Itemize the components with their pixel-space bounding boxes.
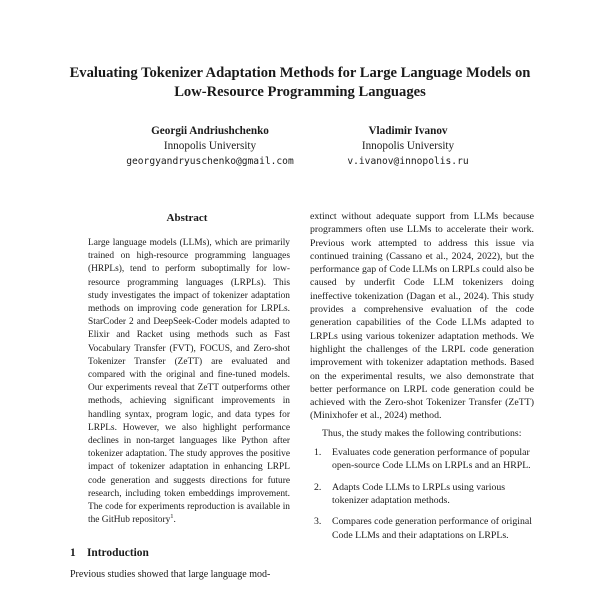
title-line-2: Low-Resource Programming Languages — [174, 84, 426, 100]
author-name: Georgii Andriushchenko — [151, 125, 269, 137]
list-number: 3. — [314, 516, 322, 528]
title-line-1: Evaluating Tokenizer Adaptation Methods for Large Language Models on — [69, 65, 531, 81]
body-paragraph: extinct without adequate support from LLMs because programmers often use LLMs to accelerate their work. Previous work attempted to address this issue via continued training (Cassano et al., 2024, 2022), but the performance gap of Code LLMs on LRPLs could also be caused by underfit Code LLM tokenizers doing ineffective tokenization (Dagan et al., 2024). This study provides a comprehensive evaluation of the code generation capabilities of the Code LLMs adapted to LRPLs using various tokenizer adaptation methods. We highlight the challenges of the LRPL code generation improvement with tokenizer adaptation methods. Based on the experimental results, we also demonstrate that better performance on LRPL code generation could be achieved with the Zero-shot Tokenizer Transfer (ZeTT) (Minixhofer et al., 2024) method. — [310, 211, 534, 422]
section-title: Introduction — [87, 547, 149, 560]
author-email: v.ivanov@innopolis.ru — [347, 156, 469, 167]
abstract-heading: Abstract — [166, 212, 208, 224]
author-block-1 — [110, 124, 310, 169]
body-paragraph: Thus, the study makes the following contributions: — [322, 427, 522, 439]
contributions-list — [310, 446, 534, 542]
author-email: georgyandryuschenko@gmail.com — [126, 156, 294, 167]
intro-first-line: Previous studies showed that large language mod- — [70, 569, 271, 581]
abstract-text: Large language models (LLMs), which are primarily trained on high-resource programming languages (HRPLs), tend to perform suboptimally for low-resource programming languages (LRPLs). This study investigates the impact of tokenizer adaptation methods on improving code generation for LRPLs. StarCoder 2 and DeepSeek-Coder models adapted to Elixir and Racket using methods such as Fast Vocabulary Transfer (FVT), FOCUS, and Zero-shot Tokenizer Transfer (ZeTT) are evaluated and compared with the original and fine-tuned models. Our experiments reveal that ZeTT outperforms other methods, achieving significant improvements in handling syntax, program logic, and data types for LRPLs. However, we also highlight performance declines in non-target languages like Python after tokenizer adaptation. The study approves the positive impact of tokenizer adaptation in enhancing LRPL code generation and suggests directions for future research, including token embeddings improvement. The code for experiments reproduction is available in the GitHub repository — [88, 238, 290, 526]
list-number: 2. — [314, 481, 322, 493]
author-block-2 — [308, 124, 508, 169]
right-column — [310, 210, 534, 550]
paper-title — [40, 64, 560, 102]
author-affiliation: Innopolis University — [163, 140, 257, 152]
list-text: Adapts Code LLMs to LRPLs using various tokenizer adaptation methods. — [332, 481, 506, 506]
section-number: 1 — [70, 547, 76, 560]
list-item — [310, 515, 534, 542]
abstract-body: Large language models (LLMs), which are primarily trained on high-resource programming languages (HRPLs), tend to perform suboptimally for low-resource programming languages (LRPLs). This study investigates the impact of tokenizer adaptation methods on improving code generation for LRPLs. StarCoder 2 and DeepSeek-Coder models adapted to Elixir and Racket using methods such as Fast Vocabulary Transfer (FVT), FOCUS, and Zero-shot Tokenizer Transfer (ZeTT) are evaluated and compared with the original and fine-tuned models. Our experiments reveal that ZeTT outperforms other methods, achieving significant improvements in handling syntax, program logic, and data types for LRPLs. However, we also highlight performance declines in non-target languages like Python after tokenizer adaptation. The study approves the positive impact of tokenizer adaptation in enhancing LRPL code generation and suggests directions for future research, including token embeddings improvement. The code for experiments reproduction is available in the GitHub repository$^1$. — [88, 238, 290, 526]
list-item — [310, 446, 534, 473]
left-column — [70, 210, 304, 580]
list-text: Evaluates code generation performance of popular open-source Code LLMs on LRPLs and an HRPL. — [332, 447, 531, 472]
footnote-marker: 1 — [170, 513, 174, 521]
author-affiliation: Innopolis University — [361, 140, 455, 152]
list-item — [310, 481, 534, 508]
list-text: Compares code generation performance of original Code LLMs and their adaptations on LRPLs. — [332, 516, 532, 541]
list-number: 1. — [314, 447, 322, 459]
section-heading — [70, 547, 304, 559]
author-name: Vladimir Ivanov — [368, 125, 448, 137]
